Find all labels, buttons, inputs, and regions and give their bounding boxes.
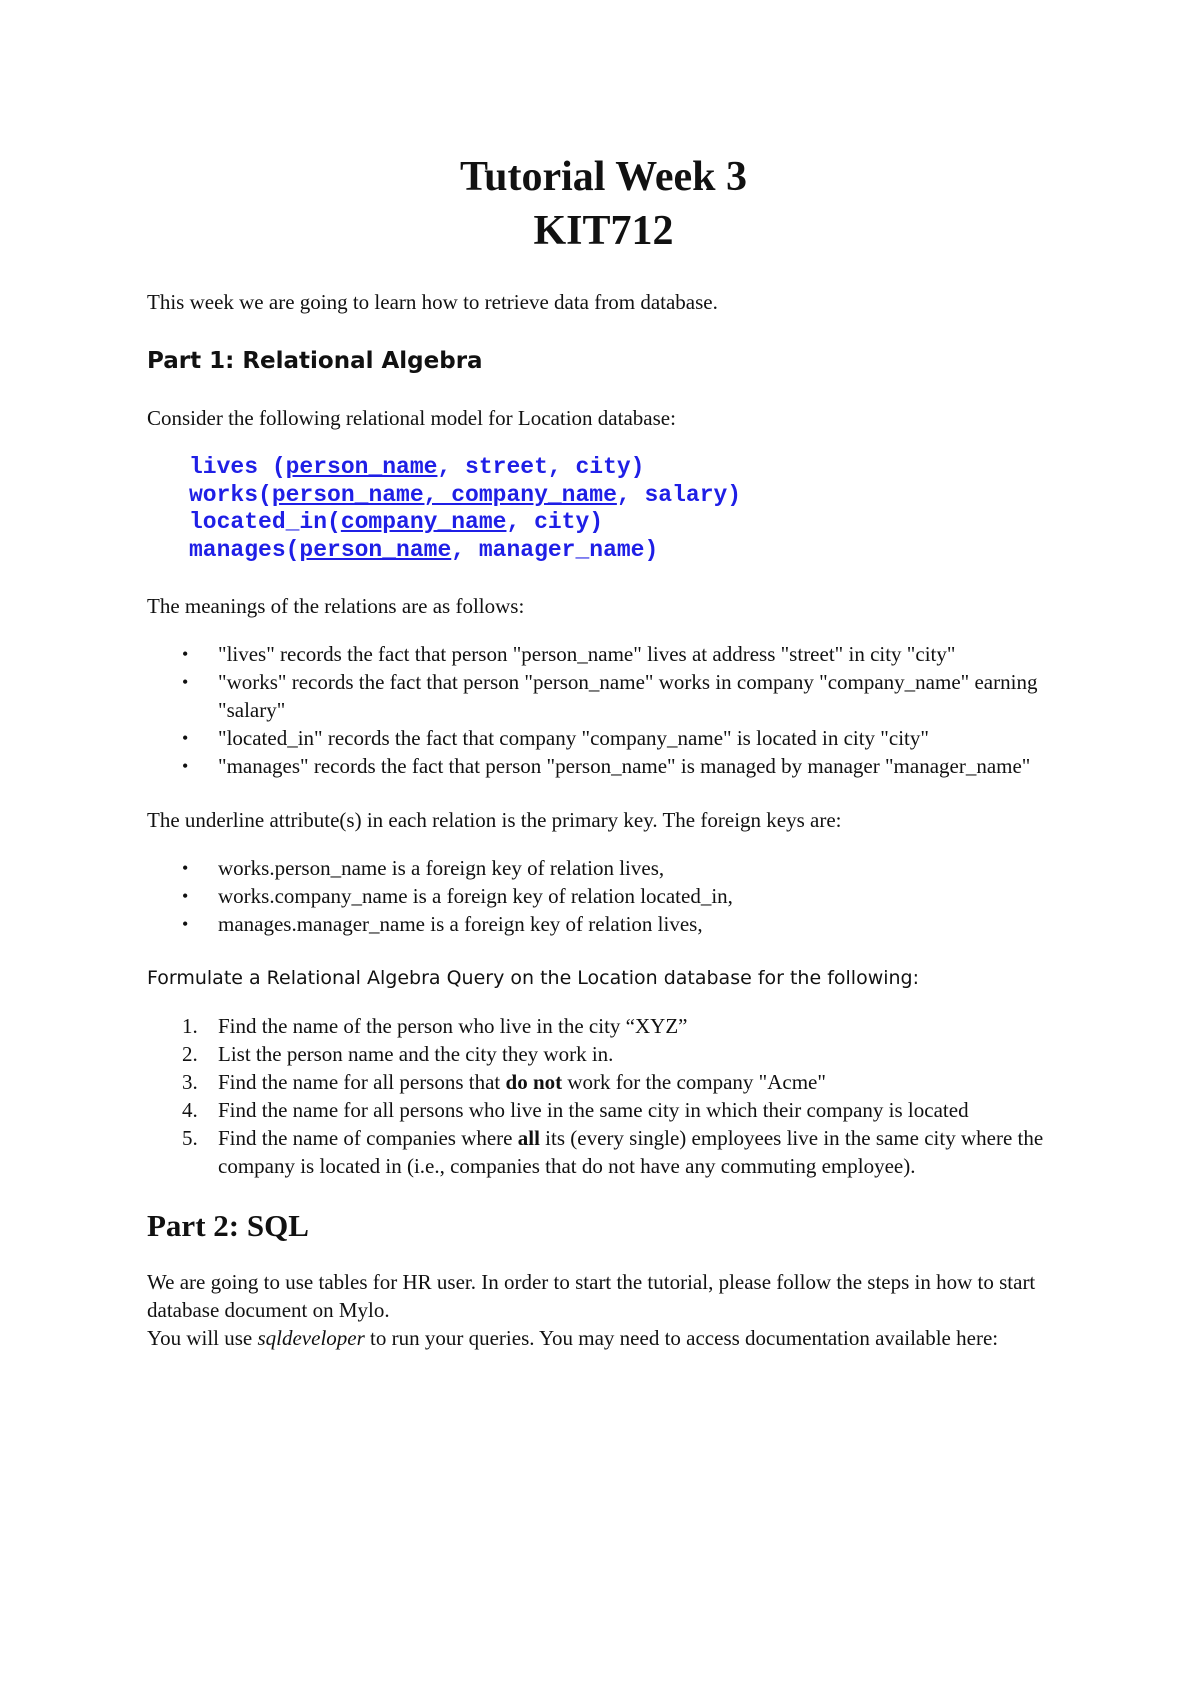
meanings-intro: The meanings of the relations are as follows: [147, 594, 525, 618]
foreign-keys-list [147, 854, 1060, 938]
primary-key: person_name [285, 454, 438, 480]
keys-intro: The underline attribute(s) in each relation is the primary key. The foreign keys are: [147, 808, 842, 832]
questions-list [147, 1012, 1060, 1180]
emphasis: all [517, 1126, 540, 1150]
question-text: Find the name for all persons that do not work for the company "Acme" [218, 1070, 826, 1094]
page-title [147, 150, 1060, 258]
list-item: • manages.manager_name is a foreign key of relation lives, [218, 910, 1060, 938]
question-number: 5. [182, 1126, 198, 1150]
question-item [182, 1012, 1060, 1040]
meanings-list [147, 640, 1060, 780]
primary-key: person_name [299, 536, 452, 563]
question-number: 2. [182, 1042, 198, 1066]
tool-name: sqldeveloper [257, 1326, 365, 1350]
schema-manages: manages(person_name, manager_name) [189, 536, 659, 563]
question-number: 4. [182, 1098, 198, 1122]
question-text: Find the name for all persons who live in the same city in which their company is located [218, 1098, 969, 1122]
intro-paragraph: This week we are going to learn how to retrieve data from database. [147, 290, 718, 314]
schema-works: works(person_name, company_name, salary) [189, 481, 742, 508]
list-item: • "works" records the fact that person "person_name" works in company "company_name" earning "salary" [218, 668, 1060, 724]
list-item: • "manages" records the fact that person "person_name" is managed by manager "manager_name" [218, 752, 1060, 780]
title-line-2: KIT712 [533, 208, 674, 254]
schema-located-in: located_in(company_name, city) [189, 509, 604, 535]
list-item: • "lives" records the fact that person "person_name" lives at address "street" in city "city" [218, 640, 1060, 668]
emphasis: do not [505, 1070, 563, 1094]
part2-paragraph-2: You will use sqldeveloper to run your queries. You may need to access documentation available here: [147, 1326, 999, 1350]
question-text: Find the name of the person who live in the city “XYZ” [218, 1014, 688, 1038]
primary-key: company_name [340, 509, 507, 535]
title-line-1: Tutorial Week 3 [459, 154, 748, 200]
question-item [182, 1068, 1060, 1096]
part1-heading: Part 1: Relational Algebra [147, 348, 483, 374]
consider-paragraph: Consider the following relational model for Location database: [147, 406, 676, 430]
part2-heading: Part 2: SQL [147, 1208, 309, 1243]
primary-key: person_name, company_name [271, 481, 617, 508]
question-text: Find the name of companies where all its (every single) employees live in the same city where the company is located in (i.e., companies that do not have any commuting employee). [218, 1126, 1044, 1178]
question-item [182, 1096, 1060, 1124]
part2-paragraph-1: We are going to use tables for HR user. In order to start the tutorial, please follow the steps in how to start database document on Mylo. [147, 1270, 1036, 1322]
question-item [182, 1040, 1060, 1068]
part2-body [147, 1268, 1060, 1352]
question-number: 3. [182, 1070, 198, 1094]
formulate-instruction: Formulate a Relational Algebra Query on the Location database for the following: [147, 967, 920, 989]
relational-schema [189, 454, 1060, 564]
question-text: List the person name and the city they work in. [218, 1042, 614, 1066]
schema-lives: lives (person_name, street, city) [189, 454, 645, 480]
question-item [182, 1124, 1060, 1180]
list-item: • "located_in" records the fact that company "company_name" is located in city "city" [218, 724, 1060, 752]
list-item: • works.person_name is a foreign key of relation lives, [218, 854, 1060, 882]
question-number: 1. [182, 1014, 198, 1038]
list-item: • works.company_name is a foreign key of relation located_in, [218, 882, 1060, 910]
